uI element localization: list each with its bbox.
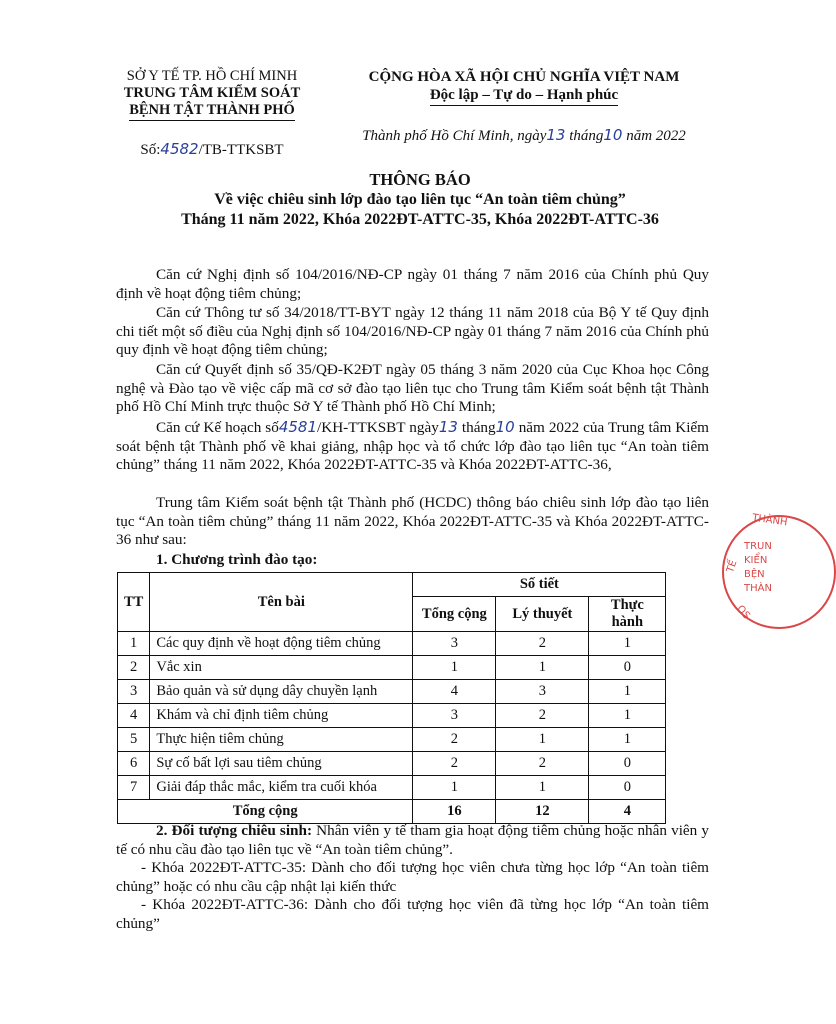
row-practice: 1 xyxy=(589,704,666,728)
paragraph-3-text: Căn cứ Quyết định số 35/QĐ-K2ĐT ngày 05 tháng 3 năm 2020 của Cục Khoa học Công nghệ và Đào tạo về việc cấp mã cơ sở đào tạo liên tục cho Trung tâm Kiểm soát bệnh tật Thành phố Hồ Chí Minh trực thuộc Sở Y tế Thành phố Hồ Chí Minh; xyxy=(116,361,709,416)
org-line-3 xyxy=(92,102,332,121)
row-theory: 1 xyxy=(496,656,589,680)
training-program-table xyxy=(117,572,666,824)
paragraph-4-d: năm 2022 của Trung tâm Kiểm soát bệnh tật Thành phố về khai giảng, nhập học và tổ chức lớp đào tạo liên tục “An toàn tiêm chủng” tháng 11 năm 2022, Khóa 2022ĐT-ATTC-35 và Khóa 2022ĐT-ATTC-36, xyxy=(116,419,709,474)
row-tt: 6 xyxy=(118,752,150,776)
row-lesson-name: Bảo quản và sử dụng dây chuyền lạnh xyxy=(150,680,413,704)
row-lesson-name: Thực hiện tiêm chủng xyxy=(150,728,413,752)
national-heading xyxy=(352,68,696,145)
organization-block xyxy=(92,68,332,159)
paragraph-5-text: Trung tâm Kiểm soát bệnh tật Thành phố (HCDC) thông báo chiêu sinh lớp đào tạo liên tục “An toàn tiêm chủng” tháng 11 năm 2022, Khóa 2022ĐT-ATTC-35 và Khóa 2022ĐT-ATTC-36 như sau: xyxy=(116,494,709,549)
row-total: 3 xyxy=(413,632,496,656)
row-tt: 2 xyxy=(118,656,150,680)
table-row xyxy=(118,728,666,752)
plan-day-handwritten: 13 xyxy=(438,418,458,436)
row-practice: 0 xyxy=(589,656,666,680)
table-row xyxy=(118,680,666,704)
row-theory: 2 xyxy=(496,752,589,776)
header-practice: Thực hành xyxy=(589,597,666,632)
section-2 xyxy=(116,822,709,859)
paragraph-1 xyxy=(116,266,709,303)
table-row xyxy=(118,752,666,776)
total-theory: 12 xyxy=(496,800,589,824)
document-subtitle-2: Tháng 11 năm 2022, Khóa 2022ĐT-ATTC-35, Khóa 2022ĐT-ATTC-36 xyxy=(181,211,659,228)
nation-line-2 xyxy=(352,86,696,106)
stamp-line-4: THÀN xyxy=(744,583,772,594)
org-line-2: TRUNG TÂM KIỂM SOÁT xyxy=(123,85,301,101)
row-tt: 3 xyxy=(118,680,150,704)
total-periods: 16 xyxy=(413,800,496,824)
document-date xyxy=(352,126,696,145)
header-lesson-name: Tên bài xyxy=(150,573,413,632)
row-practice: 1 xyxy=(589,680,666,704)
row-total: 4 xyxy=(413,680,496,704)
paragraph-4-b: /KH-TTKSBT ngày xyxy=(317,419,439,436)
paragraph-2-text: Căn cứ Thông tư số 34/2018/TT-BYT ngày 12 tháng 11 năm 2018 của Bộ Y tế Quy định chi tiết một số điều của Nghị định số 104/2016/NĐ-CP ngày 01 tháng 7 năm 2016 của Chính phủ quy định về hoạt động tiêm chủng; xyxy=(116,304,709,359)
org-line-1: SỞ Y TẾ TP. HỒ CHÍ MINH xyxy=(126,68,298,84)
org-line-3-text: BỆNH TẬT THÀNH PHỐ xyxy=(129,102,295,121)
row-practice: 1 xyxy=(589,632,666,656)
row-practice: 0 xyxy=(589,752,666,776)
row-total: 2 xyxy=(413,728,496,752)
bullet-1-text: - Khóa 2022ĐT-ATTC-35: Dành cho đối tượng học viên chưa từng học lớp “An toàn tiêm chủng” hoặc có nhu cầu cập nhật lại kiến thức xyxy=(116,859,709,895)
row-lesson-name: Khám và chỉ định tiêm chủng xyxy=(150,704,413,728)
doc-no-suffix: /TB-TTKSBT xyxy=(198,142,284,158)
stamp-arc-left: TẾ xyxy=(724,558,740,575)
section-2-heading: 2. Đối tượng chiêu sinh: xyxy=(156,822,313,839)
row-total: 1 xyxy=(413,776,496,800)
row-lesson-name: Giải đáp thắc mắc, kiểm tra cuối khóa xyxy=(150,776,413,800)
row-theory: 1 xyxy=(496,728,589,752)
row-tt: 1 xyxy=(118,632,150,656)
row-total: 1 xyxy=(413,656,496,680)
date-part-1: Thành phố Hồ Chí Minh, ngày xyxy=(362,128,547,144)
paragraph-5 xyxy=(116,494,709,550)
nation-motto: Độc lập – Tự do – Hạnh phúc xyxy=(430,86,618,106)
date-month-handwritten: 10 xyxy=(603,126,623,144)
row-lesson-name: Sự cố bất lợi sau tiêm chủng xyxy=(150,752,413,776)
date-day-handwritten: 13 xyxy=(546,126,566,144)
paragraph-4-a: Căn cứ Kế hoạch số xyxy=(156,419,279,436)
table-row xyxy=(118,656,666,680)
bullet-2-text: - Khóa 2022ĐT-ATTC-36: Dành cho đối tượng học viên đã từng học lớp “An toàn tiêm chủng” xyxy=(116,896,709,932)
document-title: THÔNG BÁO xyxy=(369,170,471,189)
nation-line-1: CỘNG HÒA XÃ HỘI CHỦ NGHĨA VIỆT NAM xyxy=(368,69,680,85)
stamp-line-2: KIỂN xyxy=(744,555,768,566)
row-lesson-name: Các quy định về hoạt động tiêm chủng xyxy=(150,632,413,656)
plan-month-handwritten: 10 xyxy=(495,418,515,436)
header-total: Tổng cộng xyxy=(413,597,496,632)
stamp-arc-bottom: OS xyxy=(734,603,752,622)
section-2-text: Nhân viên y tế tham gia hoạt động tiêm chủng hoặc nhân viên y tế có nhu cầu đào tạo liên tục về “An toàn tiêm chủng”. xyxy=(116,822,709,858)
document-number xyxy=(92,141,332,159)
row-theory: 3 xyxy=(496,680,589,704)
bullet-2 xyxy=(116,896,709,933)
paragraph-1-text: Căn cứ Nghị định số 104/2016/NĐ-CP ngày 01 tháng 7 năm 2016 của Chính phủ Quy định về hoạt động tiêm chủng; xyxy=(116,266,709,302)
row-tt: 4 xyxy=(118,704,150,728)
row-tt: 5 xyxy=(118,728,150,752)
document-subtitle-1: Về việc chiêu sinh lớp đào tạo liên tục “An toàn tiêm chủng” xyxy=(214,191,626,208)
doc-no-prefix: Số: xyxy=(140,142,161,158)
row-practice: 1 xyxy=(589,728,666,752)
table-total-row xyxy=(118,800,666,824)
doc-no-handwritten: 4582 xyxy=(160,140,199,158)
bullet-1 xyxy=(116,859,709,896)
row-practice: 0 xyxy=(589,776,666,800)
row-theory: 2 xyxy=(496,704,589,728)
stamp-line-1: TRUN xyxy=(744,541,772,552)
stamp-arc-top: THÀNH xyxy=(751,512,789,529)
total-label: Tổng cộng xyxy=(118,800,413,824)
red-seal-stamp xyxy=(722,512,836,629)
paragraph-3 xyxy=(116,361,709,417)
header-periods: Số tiết xyxy=(413,573,666,597)
row-total: 2 xyxy=(413,752,496,776)
header-tt: TT xyxy=(118,573,150,632)
header-theory: Lý thuyết xyxy=(496,597,589,632)
section-1-heading: 1. Chương trình đào tạo: xyxy=(156,551,318,568)
total-practice: 4 xyxy=(589,800,666,824)
paragraph-4 xyxy=(116,418,709,475)
paragraph-2 xyxy=(116,304,709,360)
plan-number-handwritten: 4581 xyxy=(278,418,317,436)
row-lesson-name: Vắc xin xyxy=(150,656,413,680)
table-row xyxy=(118,632,666,656)
paragraph-4-c: tháng xyxy=(457,419,496,436)
row-tt: 7 xyxy=(118,776,150,800)
table-row xyxy=(118,776,666,800)
table-row xyxy=(118,704,666,728)
row-theory: 1 xyxy=(496,776,589,800)
date-part-2: tháng xyxy=(565,128,604,144)
table-header-row-1 xyxy=(118,573,666,597)
stamp-line-3: BỆN xyxy=(744,569,765,580)
date-part-3: năm 2022 xyxy=(622,128,686,144)
row-total: 3 xyxy=(413,704,496,728)
row-theory: 2 xyxy=(496,632,589,656)
